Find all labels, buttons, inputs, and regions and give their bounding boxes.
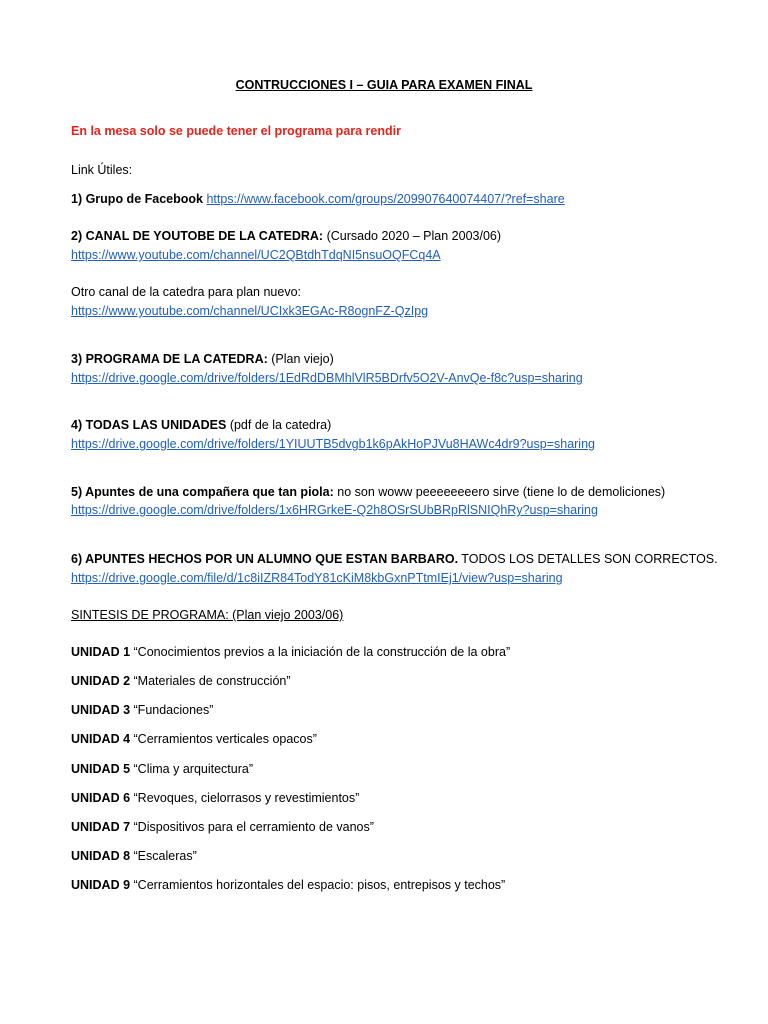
unit-9	[71, 877, 505, 893]
unit-text: “Clima y arquitectura”	[130, 762, 253, 776]
unidades-drive-link[interactable]: https://drive.google.com/drive/folders/1YIUUTB5dvgb1k6pAkHoPJVu8HAWc4dr9?usp=sharing	[71, 437, 595, 451]
unit-2	[71, 673, 291, 689]
item-5-link-row	[71, 502, 598, 518]
unit-text: “Dispositivos para el cerramiento de vanos”	[130, 820, 374, 834]
item-4-link-row	[71, 436, 595, 452]
unit-label: UNIDAD 8	[71, 849, 131, 863]
facebook-group-link[interactable]: https://www.facebook.com/groups/209907640074407/?ref=share	[206, 192, 565, 206]
unit-1	[71, 644, 510, 660]
item-1	[71, 191, 565, 207]
item-2b-link-row	[71, 303, 428, 319]
youtube-channel-new-plan-link[interactable]: https://www.youtube.com/channel/UCIxk3EGAc-R8ognFZ-QzIpg	[71, 304, 429, 318]
unit-text: “Escaleras”	[130, 849, 197, 863]
apuntes-alumno-drive-link[interactable]: https://drive.google.com/file/d/1c8iIZR84TodY81cKiM8kbGxnPTtmIEj1/view?usp=sharing	[71, 571, 563, 585]
unit-7	[71, 819, 374, 835]
item-2-link-row	[71, 247, 441, 263]
unit-text: “Fundaciones”	[130, 703, 214, 717]
unit-text: “Cerramientos horizontales del espacio: pisos, entrepisos y techos”	[130, 878, 506, 892]
unit-label: UNIDAD 5	[71, 762, 131, 776]
programa-drive-link[interactable]: https://drive.google.com/drive/folders/1EdRdDBMhlVlR5BDrfv5O2V-AnvQe-f8c?usp=sharing	[71, 371, 583, 385]
item-3-link-row	[71, 370, 583, 386]
exam-notice: En la mesa solo se puede tener el programa para rendir	[71, 124, 401, 138]
document-title: CONTRUCCIONES I – GUIA PARA EXAMEN FINAL	[235, 78, 533, 92]
unit-text: “Conocimientos previos a la iniciación de la construcción de la obra”	[130, 645, 511, 659]
unit-text: “Materiales de construcción”	[130, 674, 291, 688]
item-4	[71, 417, 331, 433]
item-5	[71, 484, 665, 500]
unit-label: UNIDAD 2	[71, 674, 131, 688]
unit-label: UNIDAD 6	[71, 791, 131, 805]
unit-label: UNIDAD 1	[71, 645, 131, 659]
unit-label: UNIDAD 9	[71, 878, 131, 892]
item-2-label: 2) CANAL DE YOUTOBE DE LA CATEDRA:	[71, 229, 324, 243]
unit-3	[71, 702, 213, 718]
item-3-note: (Plan viejo)	[267, 352, 334, 366]
unit-label: UNIDAD 4	[71, 732, 131, 746]
item-3	[71, 351, 334, 367]
unit-label: UNIDAD 3	[71, 703, 131, 717]
item-3-label: 3) PROGRAMA DE LA CATEDRA:	[71, 352, 268, 366]
item-6	[71, 551, 718, 567]
item-1-label: 1) Grupo de Facebook	[71, 192, 203, 206]
unit-4	[71, 731, 317, 747]
item-6-note: TODOS LOS DETALLES SON CORRECTOS.	[458, 552, 718, 566]
synthesis-heading: SINTESIS DE PROGRAMA: (Plan viejo 2003/06)	[71, 608, 344, 622]
unit-label: UNIDAD 7	[71, 820, 131, 834]
unit-8	[71, 848, 197, 864]
apuntes-companera-drive-link[interactable]: https://drive.google.com/drive/folders/1x6HRGrkeE-Q2h8OSrSUbBRpRlSNIQhRy?usp=sharing	[71, 503, 598, 517]
unit-text: “Revoques, cielorrasos y revestimientos”	[130, 791, 360, 805]
item-2b-label: Otro canal de la catedra para plan nuevo:	[71, 285, 302, 299]
item-5-note: no son woww peeeeeeeero sirve (tiene lo de demoliciones)	[333, 485, 666, 499]
item-5-label: 5) Apuntes de una compañera que tan piola:	[71, 485, 334, 499]
item-4-label: 4) TODAS LAS UNIDADES	[71, 418, 227, 432]
youtube-channel-link[interactable]: https://www.youtube.com/channel/UC2QBtdhTdqNI5nsuOQFCq4A	[71, 248, 441, 262]
item-4-note: (pdf de la catedra)	[226, 418, 332, 432]
unit-text: “Cerramientos verticales opacos”	[130, 732, 317, 746]
item-2-note: (Cursado 2020 – Plan 2003/06)	[323, 229, 502, 243]
item-2	[71, 228, 501, 244]
unit-6	[71, 790, 359, 806]
item-6-link-row	[71, 570, 563, 586]
item-6-label: 6) APUNTES HECHOS POR UN ALUMNO QUE ESTAN BARBARO.	[71, 552, 459, 566]
unit-5	[71, 761, 253, 777]
links-heading: Link Útiles:	[71, 163, 133, 177]
